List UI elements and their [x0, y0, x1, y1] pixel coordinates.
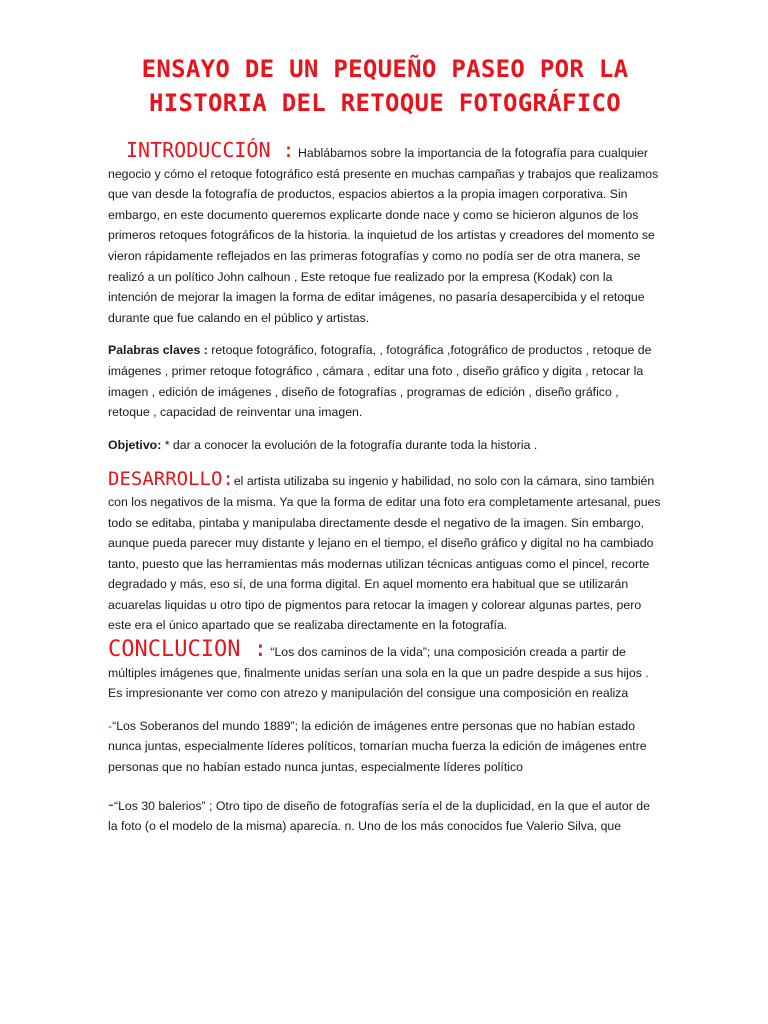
- document-title: [108, 52, 662, 120]
- introduction-heading: INTRODUCCIÓN :: [126, 138, 295, 162]
- soberanos-text: “Los Soberanos del mundo 1889”; la edición de imágenes entre personas que no habían estado nunca juntas, especialmente líderes políticos, tomarían mucha fuerza la edición de imágenes entre personas que no habían estado nunca juntas, especialmente líderes político: [108, 718, 647, 775]
- development-heading: DESARROLLO:: [108, 468, 234, 491]
- title-line-2: HISTORIA DEL RETOQUE FOTOGRÁFICO: [149, 89, 621, 117]
- conclusion-paragraph: [108, 637, 662, 704]
- conclusion-text: “Los dos caminos de la vida”; una composición creada a partir de múltiples imágenes que, finalmente unidas serían una sola en la que un padre despide a sus hijos . Es impresionante ver como con atrezo y manipulación del consigue una composición en realiza: [108, 645, 649, 701]
- introduction-paragraph: [108, 140, 662, 328]
- soberanos-paragraph: [108, 716, 662, 778]
- balerios-text: “Los 30 balerios” ; Otro tipo de diseño de fotografías sería el de la duplicidad, en la que el autor de la foto (o el modelo de la misma) aparecía. n. Uno de los más conocidos fue Valerio Silva, que: [108, 798, 650, 834]
- soberanos-dash: -: [108, 718, 113, 733]
- development-paragraph: [108, 469, 662, 636]
- objective-label: Objetivo:: [108, 437, 162, 452]
- objective-paragraph: [108, 435, 662, 456]
- keywords-paragraph: [108, 340, 662, 422]
- balerios-paragraph: [108, 794, 662, 837]
- development-text: el artista utilizaba su ingenio y habilidad, no solo con la cámara, sino también con los negativos de la misma. Ya que la forma de editar una foto era completamente artesanal, pues todo se editaba, pintaba y manipulaba directamente desde el negativo de la imagen. Sin embargo, aunque pueda parecer muy distante y lejano en el tiempo, el diseño gráfico y digital no ha cambiado tanto, puesto que las herramientas más modernas utilizan técnicas antiguas como el pincel, recorte degradado y más, eso sí, de una forma digital. En aquel momento era habitual que se utilizarán acuarelas liquidas u otro tipo de pigmentos para retocar la imagen y colorear algunas partes, pero este era el único apartado que se realizaba directamente en la fotografía.: [108, 474, 661, 633]
- title-line-1: ENSAYO DE UN PEQUEÑO PASEO POR LA: [141, 55, 629, 83]
- conclusion-heading: CONCLUCION :: [108, 637, 267, 663]
- keywords-text: retoque fotográfico, fotografía, , fotográfica ,fotográfico de productos , retoque de imágenes , primer retoque fotográfico , cámara , editar una foto , diseño gráfico y digita , retocar la imagen , edición de imágenes , diseño de fotografías , programas de edición , diseño gráfico , retoque , capacidad de reinventar una imagen.: [108, 343, 652, 420]
- keywords-label: Palabras claves :: [108, 343, 208, 358]
- introduction-text: Hablábamos sobre la importancia de la fotografía para cualquier negocio y cómo el retoque fotográfico está presente en muchas campañas y trabajos que realizamos que van desde la fotografía de productos, espacios abiertos a la propia imagen corporativa. Sin embargo, en este documento queremos explicarte donde nace y como se hicieron algunos de los primeros retoques fotográficos de la historia. la inquietud de los artistas y creadores del momento se vieron rápidamente reflejados en las primeras fotografías y como no podía ser de otra manera, se realizó a un político John calhoun , Este retoque fue realizado por la empresa (Kodak) con la intención de mejorar la imagen la forma de editar imágenes, no pasaría desapercibida y el retoque durante que fue calando en el público y artistas.: [108, 146, 659, 325]
- balerios-dash: -: [108, 793, 114, 814]
- objective-text: * dar a conocer la evolución de la fotografía durante toda la historia .: [161, 437, 538, 452]
